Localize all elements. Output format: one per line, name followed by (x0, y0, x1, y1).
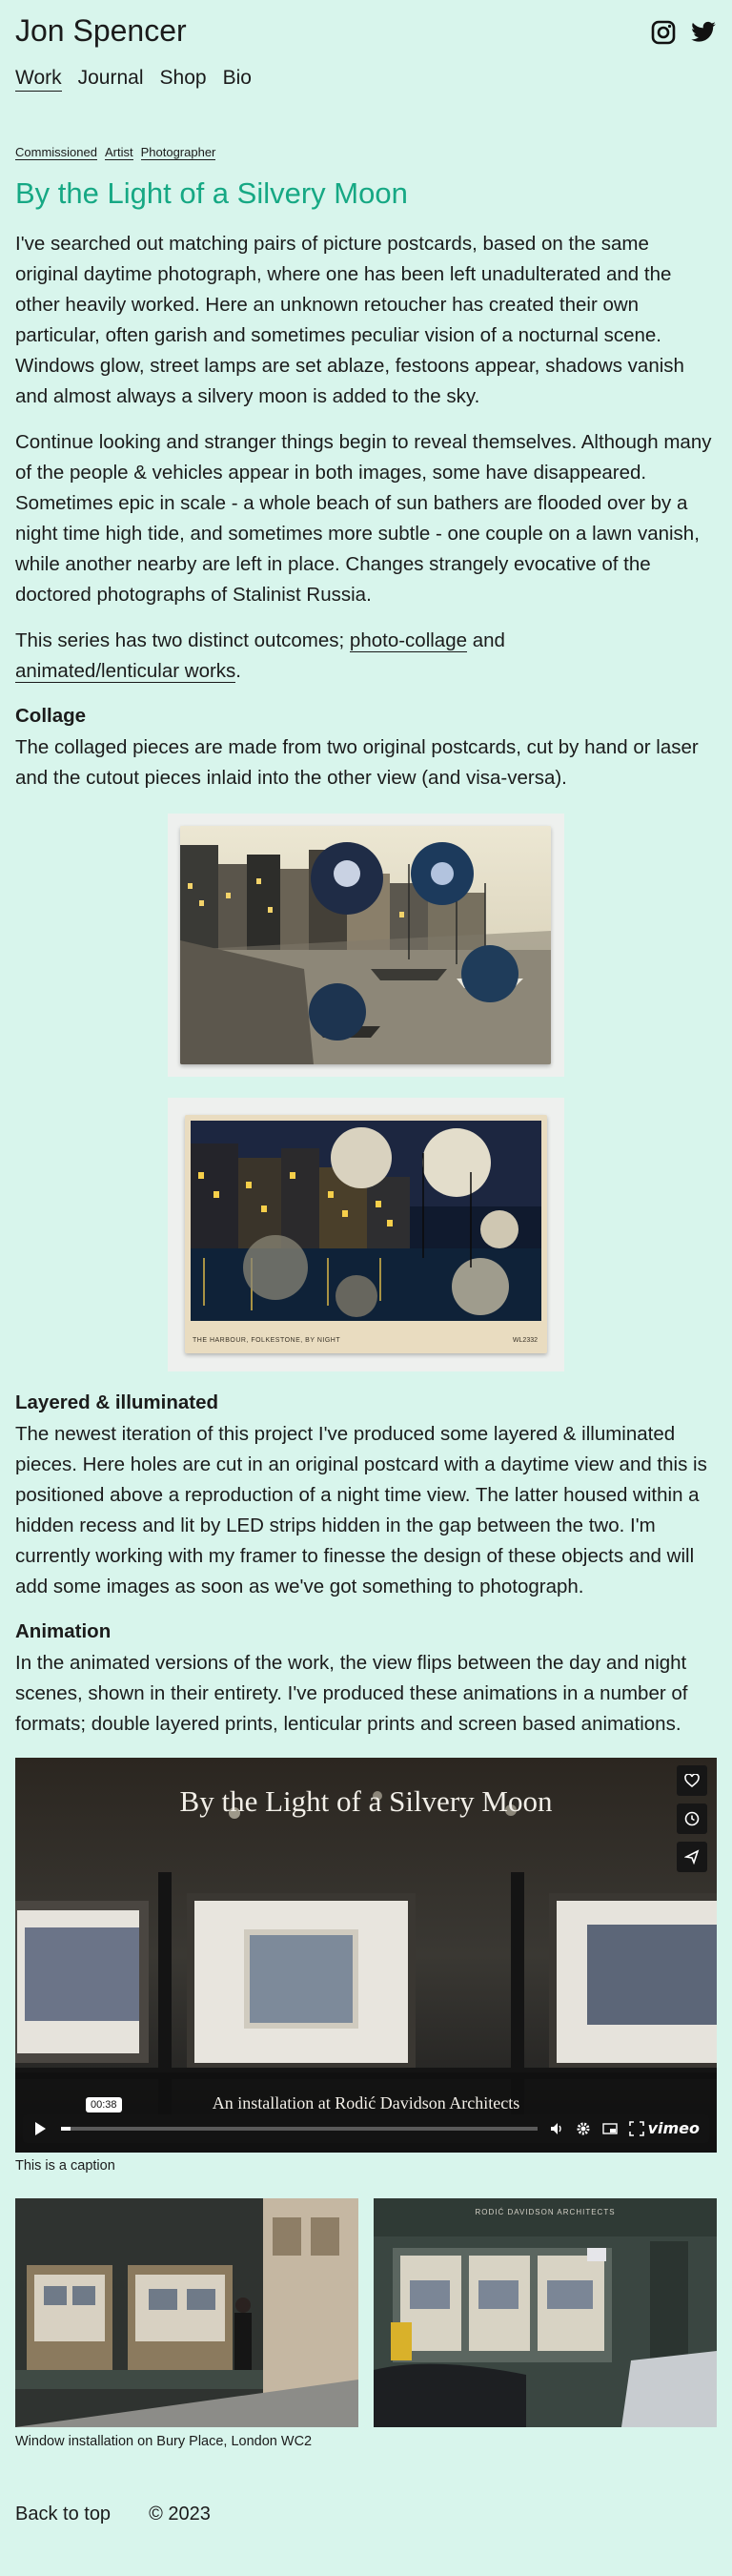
watch-later-button[interactable] (677, 1803, 707, 1834)
installation-photo-1 (15, 2198, 358, 2427)
video-caption: This is a caption (15, 2158, 115, 2174)
progress-fill (61, 2127, 71, 2131)
collage-postcard-1 (180, 826, 551, 1064)
video-subtitle: An installation at Rodić Davidson Architects (212, 2093, 520, 2112)
outcomes-suffix: . (235, 660, 241, 682)
collage-figure-1 (168, 814, 564, 1077)
street-view-image (15, 2198, 358, 2427)
social-links (650, 19, 717, 46)
instagram-icon[interactable] (650, 19, 677, 46)
settings-icon[interactable] (576, 2121, 591, 2136)
control-icons (549, 2121, 644, 2136)
photo-collage-link[interactable]: photo-collage (349, 629, 468, 651)
outcomes-paragraph (15, 626, 717, 687)
installation-photo-2 (374, 2198, 717, 2427)
main-nav (15, 67, 252, 92)
shopfront-image (374, 2198, 717, 2427)
harbour-collage-image (180, 826, 551, 1064)
layered-heading: Layered & illuminated (15, 1391, 219, 1413)
share-button[interactable] (677, 1842, 707, 1872)
tag-list (15, 145, 215, 160)
harbour-night-collage-image (185, 1115, 547, 1353)
outcomes-mid: and (467, 629, 505, 651)
intro-paragraph-1: I've searched out matching pairs of picture postcards, based on the same original daytime photograph, where one has been left unadulterated and the other heavily worked. Here an unknown retoucher has created their own particular, often garish and sometimes peculiar vision of a nocturnal scene. Windows glow, street lamps are set ablaze, festoons appear, shadows vanish and almost always a silvery moon is added to the sky. (15, 233, 684, 407)
nav-item-shop[interactable]: Shop (159, 67, 207, 89)
collage-heading: Collage (15, 705, 87, 727)
collage-figure-2 (168, 1098, 564, 1371)
collage-text: The collaged pieces are made from two original postcards, cut by hand or laser and the cutout pieces inlaid into the other view (and visa-versa). (15, 736, 699, 789)
nav-item-work[interactable]: Work (15, 67, 62, 92)
footer (15, 2504, 211, 2525)
intro-paragraph-2: Continue looking and stranger things begin to reveal themselves. Although many of the people & vehicles appear in both images, some have disappeared. Sometimes epic in scale - a whole beach of sun bathers are flooded over by a night time high tide, and sometimes more subtle - one couple on a lawn vanish, while another nearby are left in place. Changes strangely evocative of the doctored photographs of Stalinist Russia. (15, 431, 712, 606)
tag-photographer[interactable]: Photographer (140, 145, 216, 159)
vimeo-logo[interactable]: vimeo (647, 2119, 700, 2137)
tag-commissioned[interactable]: Commissioned (15, 145, 97, 159)
animated-works-link[interactable]: animated/lenticular works (15, 660, 236, 682)
postcard-code: WL2332 (512, 1337, 538, 1344)
page-title: By the Light of a Silvery Moon (15, 176, 408, 210)
twitter-icon[interactable] (690, 19, 717, 46)
collage-postcard-2 (185, 1115, 547, 1353)
share-icon (684, 1849, 700, 1865)
video-title: By the Light of a Silvery Moon (179, 1784, 553, 1818)
pip-icon[interactable] (602, 2121, 618, 2136)
copyright: © 2023 (149, 2504, 211, 2524)
clock-icon (684, 1811, 700, 1826)
back-to-top-link[interactable]: Back to top (15, 2504, 112, 2524)
volume-icon[interactable] (549, 2121, 564, 2136)
installation-caption: Window installation on Bury Place, London WC2 (15, 2434, 313, 2449)
nav-item-journal[interactable]: Journal (77, 67, 144, 89)
nav-item-bio[interactable]: Bio (222, 67, 252, 89)
animation-heading: Animation (15, 1620, 112, 1642)
postcard-caption: THE HARBOUR, FOLKESTONE, BY NIGHT (193, 1337, 341, 1344)
outcomes-prefix: This series has two distinct outcomes; (15, 629, 350, 651)
heart-icon (684, 1774, 700, 1787)
layered-text: The newest iteration of this project I've produced some layered & illuminated pieces. Here holes are cut in an original postcard with a daytime view and this is positioned above a reproduction of a night time view. The latter housed within a hidden recess and lit by LED strips hidden in the gap between the two. I'm currently working with my framer to finesse the design of these objects and will add some images as soon as we've got something to photograph. (15, 1423, 707, 1597)
fullscreen-icon[interactable] (629, 2121, 644, 2136)
play-button[interactable] (32, 2121, 48, 2136)
play-icon (32, 2121, 48, 2136)
animation-text: In the animated versions of the work, the view flips between the day and night scenes, shown in their entirety. I've produced these animations in a number of formats; double layered prints, lenticular prints and screen based animations. (15, 1652, 688, 1735)
video-player[interactable] (15, 1758, 717, 2153)
time-tooltip: 00:38 (86, 2097, 122, 2112)
tag-artist[interactable]: Artist (104, 145, 133, 159)
like-button[interactable] (677, 1765, 707, 1796)
shopfront-sign: RODIĆ DAVIDSON ARCHITECTS (475, 2208, 616, 2216)
site-title[interactable]: Jon Spencer (15, 13, 187, 48)
progress-bar[interactable] (61, 2127, 538, 2131)
